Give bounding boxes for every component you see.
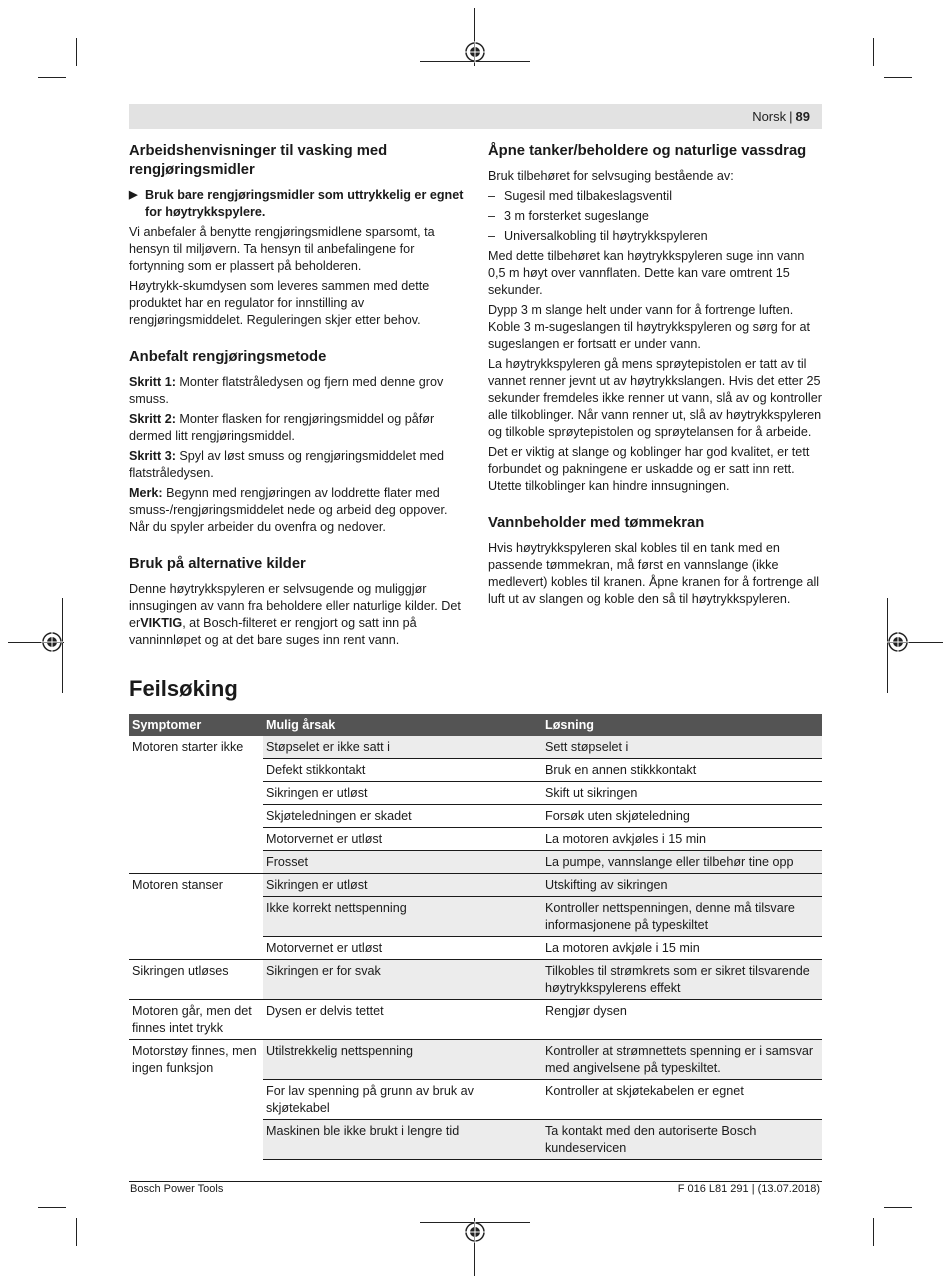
accessory-list bbox=[488, 188, 824, 245]
list-item: – Universalkobling til høytrykkspyleren bbox=[488, 228, 824, 245]
left-column bbox=[129, 142, 465, 652]
cause-cell: Skjøteledningen er skadet bbox=[263, 805, 542, 828]
crop-mark bbox=[38, 77, 66, 78]
solution-cell: Kontroller nettspenningen, denne må tilsvare informasjonene på typeskiltet bbox=[542, 897, 822, 937]
step bbox=[129, 448, 465, 482]
note bbox=[129, 485, 465, 536]
cause-cell: Sikringen er utløst bbox=[263, 874, 542, 897]
symptom-cell bbox=[129, 937, 263, 960]
note-label: Merk: bbox=[129, 486, 163, 500]
cause-cell: Støpselet er ikke satt i bbox=[263, 736, 542, 759]
table-row bbox=[129, 736, 822, 759]
crop-mark bbox=[76, 38, 77, 66]
crop-mark bbox=[76, 1218, 77, 1246]
cause-cell: For lav spenning på grunn av bruk av skjøtekabel bbox=[263, 1080, 542, 1120]
table-row bbox=[129, 1080, 822, 1120]
step-text: Monter flatstråledysen og fjern med denne grov smuss. bbox=[129, 375, 444, 406]
symptom-cell bbox=[129, 1120, 263, 1160]
crop-mark bbox=[873, 1218, 874, 1246]
symptom-cell: Motoren stanser bbox=[129, 874, 263, 897]
table-row bbox=[129, 1040, 822, 1080]
step-label: Skritt 2: bbox=[129, 412, 176, 426]
paragraph bbox=[129, 581, 465, 649]
registration-mark-icon bbox=[464, 41, 486, 63]
table-row bbox=[129, 1120, 822, 1160]
symptom-cell bbox=[129, 805, 263, 828]
crop-mark bbox=[873, 38, 874, 66]
symptom-cell: Motoren starter ikke bbox=[132, 740, 244, 754]
solution-cell: La pumpe, vannslange eller tilbehør tine opp bbox=[542, 851, 822, 874]
registration-mark-icon bbox=[464, 1221, 486, 1243]
table-row bbox=[129, 782, 822, 805]
step-label: Skritt 3: bbox=[129, 449, 176, 463]
solution-cell: Sett støpselet i bbox=[542, 736, 822, 759]
paragraph-text: , at Bosch-filteret er rengjort og satt inn på vanninnløpet og at det bare suges inn rent vann. bbox=[129, 616, 417, 647]
paragraph-text: Denne høytrykkspyleren er selvsugende og muliggjør innsugingen av vann fra beholdere eller naturlige kilder. Det er bbox=[129, 582, 461, 630]
step-label: Skritt 1: bbox=[129, 375, 176, 389]
section-heading: Bruk på alternative kilder bbox=[129, 556, 306, 572]
table-row bbox=[129, 759, 822, 782]
registration-mark-icon bbox=[887, 631, 909, 653]
table-row bbox=[129, 874, 822, 897]
solution-cell: Skift ut sikringen bbox=[542, 782, 822, 805]
table-row bbox=[129, 960, 822, 1000]
solution-cell: Tilkobles til strømkrets som er sikret tilsvarende høytrykkspylerens effekt bbox=[542, 960, 822, 1000]
cause-cell: Sikringen er for svak bbox=[263, 960, 542, 1000]
cause-cell: Sikringen er utløst bbox=[263, 782, 542, 805]
solution-cell: Rengjør dysen bbox=[542, 1000, 822, 1040]
symptom-cell bbox=[129, 897, 263, 937]
solution-cell: Kontroller at strømnettets spenning er i samsvar med angivelsene på typeskiltet. bbox=[542, 1040, 822, 1080]
paragraph: Det er viktig at slange og koblinger har god kvalitet, er tett forbundet og pakningene er uskadde og er satt inn rett. Utette tilkoblinger kan hindre innsugningen. bbox=[488, 445, 810, 493]
section-heading: Arbeidshenvisninger til vasking med rengjøringsmidler bbox=[129, 143, 388, 178]
table-header-row bbox=[129, 714, 822, 736]
cause-cell: Motorvernet er utløst bbox=[263, 828, 542, 851]
warning-text: Bruk bare rengjøringsmidler som uttrykkelig er egnet for høytrykkspylere. bbox=[145, 188, 464, 219]
paragraph: Vi anbefaler å benytte rengjøringsmidlene sparsomt, ta hensyn til miljøvern. Ta hensyn til anbefalingene for fortynning som er plassert på beholderen. bbox=[129, 225, 435, 273]
cause-cell: Defekt stikkontakt bbox=[263, 759, 542, 782]
cause-cell: Maskinen ble ikke brukt i lengre tid bbox=[263, 1120, 542, 1160]
crop-mark bbox=[884, 77, 912, 78]
paragraph: Dypp 3 m slange helt under vann for å fortrenge luften. Koble 3 m-sugeslangen til høytrykkspyleren og sørg for at sugeslangen er fortsatt er under vann. bbox=[488, 303, 810, 351]
symptom-cell bbox=[129, 782, 263, 805]
table-row bbox=[129, 897, 822, 937]
crop-mark bbox=[38, 1207, 66, 1208]
paragraph: Hvis høytrykkspyleren skal kobles til en tank med en passende tømmekran, må først en vannslange (ikke medlevert) kobles til kranen. Åpne kranen for å fortrenge all luft ut av slangen og koble den så til høytrykkspyleren. bbox=[488, 541, 820, 606]
page-number: 89 bbox=[795, 109, 810, 124]
troubleshooting-table bbox=[129, 714, 822, 1160]
note-text: Begynn med rengjøringen av loddrette flater med smuss-/rengjøringsmiddelet nede og arbeid deg oppover. Når du spyler arbeider du ovenfra og nedover. bbox=[129, 486, 448, 534]
symptom-cell bbox=[129, 759, 263, 782]
column-header: Symptomer bbox=[129, 714, 263, 736]
solution-cell: Kontroller at skjøtekabelen er egnet bbox=[542, 1080, 822, 1120]
solution-cell: Ta kontakt med den autoriserte Bosch kundeservicen bbox=[542, 1120, 822, 1160]
cause-cell: Ikke korrekt nettspenning bbox=[263, 897, 542, 937]
table-row bbox=[129, 937, 822, 960]
column-header: Løsning bbox=[542, 714, 822, 736]
section-heading: Vannbeholder med tømmekran bbox=[488, 515, 705, 531]
symptom-cell: Motorstøy finnes, men ingen funksjon bbox=[129, 1040, 263, 1080]
section-heading: Anbefalt rengjøringsmetode bbox=[129, 349, 327, 365]
table-row bbox=[129, 851, 822, 874]
paragraph: Med dette tilbehøret kan høytrykkspyleren suge inn vann 0,5 m høyt over vannflaten. Dette kan vare omtrent 15 sekunder. bbox=[488, 249, 805, 297]
table-row bbox=[129, 828, 822, 851]
triangle-bullet-icon: ▶ bbox=[129, 189, 138, 201]
solution-cell: Forsøk uten skjøteledning bbox=[542, 805, 822, 828]
table-row bbox=[129, 805, 822, 828]
cause-cell: Frosset bbox=[263, 851, 542, 874]
symptom-cell: Motoren går, men det finnes intet trykk bbox=[129, 1000, 263, 1040]
step-text: Monter flasken for rengjøringsmiddel og påfør dermed litt rengjøringsmiddel. bbox=[129, 412, 435, 443]
troubleshooting-title: Feilsøking bbox=[129, 676, 238, 701]
symptom-cell bbox=[129, 851, 263, 874]
footer-brand: Bosch Power Tools bbox=[130, 1183, 224, 1195]
footer-doc-id: F 016 L81 291 | (13.07.2018) bbox=[677, 1183, 820, 1195]
step-text: Spyl av løst smuss og rengjøringsmiddelet med flatstråledysen. bbox=[129, 449, 444, 480]
symptom-cell: Sikringen utløses bbox=[129, 960, 263, 1000]
column-header: Mulig årsak bbox=[263, 714, 542, 736]
page-header bbox=[129, 104, 822, 129]
crop-mark bbox=[884, 1207, 912, 1208]
registration-mark-icon bbox=[41, 631, 63, 653]
symptom-cell bbox=[129, 828, 263, 851]
header-language: Norsk | 89 bbox=[752, 109, 810, 124]
table-row bbox=[129, 1000, 822, 1040]
cause-cell: Dysen er delvis tettet bbox=[263, 1000, 542, 1040]
cause-cell: Motorvernet er utløst bbox=[263, 937, 542, 960]
solution-cell: La motoren avkjøle i 15 min bbox=[542, 937, 822, 960]
cause-cell: Utilstrekkelig nettspenning bbox=[263, 1040, 542, 1080]
solution-cell: Bruk en annen stikkkontakt bbox=[542, 759, 822, 782]
footer-divider bbox=[129, 1181, 822, 1182]
language-label: Norsk bbox=[752, 109, 787, 124]
list-item: – Sugesil med tilbakeslagsventil bbox=[488, 188, 824, 205]
step bbox=[129, 411, 465, 445]
right-column bbox=[488, 142, 824, 611]
solution-cell: La motoren avkjøles i 15 min bbox=[542, 828, 822, 851]
paragraph: La høytrykkspyleren gå mens sprøytepistolen er tatt av til vannet renner jevnt ut av høytrykkslangen. Hvis det etter 25 sekunder fremdeles ikke renner ut vann, slå av og kontroller alle tilkoblinger. Når vann renner ut, slå av høytrykkspyleren og tilkoble sprøytepistolen og sprøytelansen for å arbeide. bbox=[488, 357, 822, 439]
warning-instruction bbox=[129, 187, 465, 221]
solution-cell: Utskifting av sikringen bbox=[542, 874, 822, 897]
emphasis-text: VIKTIG bbox=[140, 616, 183, 630]
list-item: – 3 m forsterket sugeslange bbox=[488, 208, 824, 225]
section-heading: Åpne tanker/beholdere og naturlige vassdrag bbox=[488, 143, 807, 159]
paragraph: Bruk tilbehøret for selvsuging bestående av: bbox=[488, 169, 734, 183]
step bbox=[129, 374, 465, 408]
paragraph: Høytrykk-skumdysen som leveres sammen med dette produktet har en regulator for innstilling av rengjøringsmiddelet. Reguleringen skjer etter behov. bbox=[129, 279, 430, 327]
symptom-cell bbox=[129, 1080, 263, 1120]
